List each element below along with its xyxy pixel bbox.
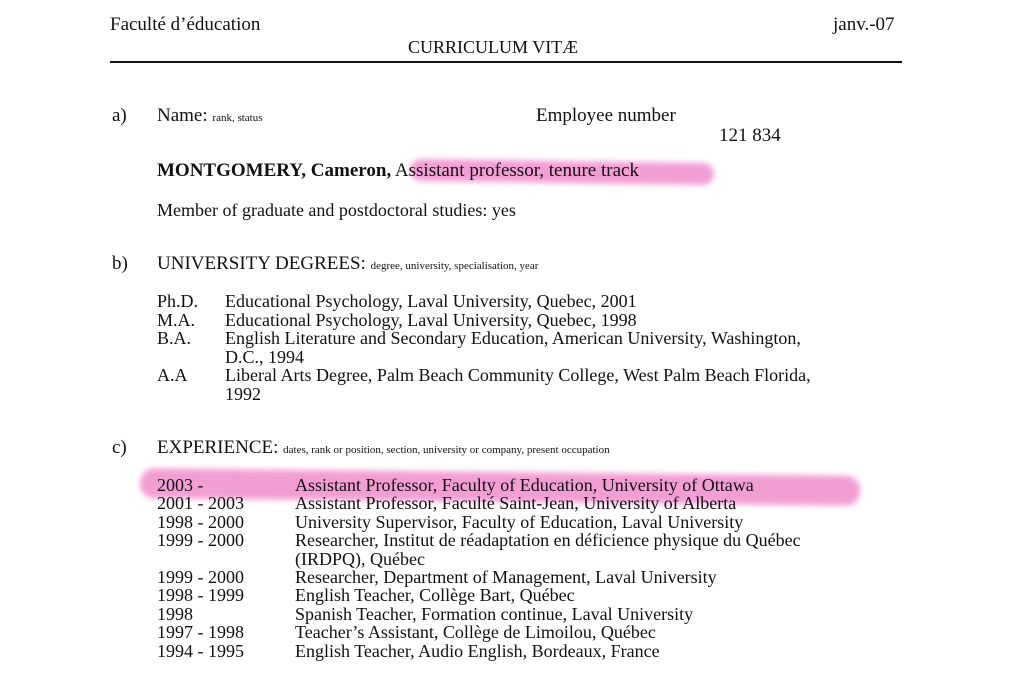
degrees-hint: degree, university, specialisation, year — [370, 260, 539, 272]
experience-dates: 1997 - 1998 — [157, 622, 244, 643]
degree-code: Ph.D. — [157, 291, 199, 311]
experience-dates: 1999 - 2000 — [157, 567, 244, 587]
experience-text: Spanish Teacher, Formation continue, Laval University — [295, 603, 694, 624]
experience-dates: 1998 - 2000 — [157, 511, 244, 532]
degree-text: English Literature and Secondary Education, American University, Washington, — [225, 328, 801, 348]
experience-dates: 1998 - 1999 — [157, 585, 244, 606]
experience-text: University Supervisor, Faculty of Education, Laval University — [295, 511, 744, 532]
degrees-heading — [157, 253, 538, 275]
name-label-text: Name: — [157, 105, 208, 126]
experience-dates: 2001 - 2003 — [157, 493, 244, 514]
degree-text-continued: D.C., 1994 — [225, 346, 305, 367]
experience-heading — [157, 437, 610, 459]
section-a-letter: a) — [112, 105, 127, 126]
degree-code: M.A. — [157, 309, 196, 330]
experience-text: Researcher, Institut de réadaptation en déficience physique du Québec — [295, 530, 801, 551]
experience-text: Researcher, Department of Management, Laval University — [295, 567, 717, 587]
degree-text: Educational Psychology, Laval University, Quebec, 2001 — [225, 291, 637, 311]
experience-title: EXPERIENCE: — [157, 437, 279, 458]
degree-code: A.A — [157, 365, 188, 385]
name-hint: rank, status — [212, 112, 263, 124]
degree-text: Educational Psychology, Laval University, Quebec, 1998 — [225, 309, 637, 330]
header-date: janv.-07 — [833, 14, 895, 35]
employee-number: 121 834 — [719, 125, 781, 146]
experience-text: English Teacher, Audio English, Bordeaux, France — [295, 640, 660, 661]
header-rule — [110, 61, 902, 63]
person-name: MONTGOMERY, Cameron, — [157, 160, 392, 181]
experience-dates: 1994 - 1995 — [157, 640, 244, 661]
experience-hint: dates, rank or position, section, university or company, present occupation — [283, 444, 610, 456]
experience-dates: 1999 - 2000 — [157, 530, 244, 551]
experience-dates: 1998 — [157, 603, 193, 624]
page-title: CURRICULUM VITÆ — [408, 37, 579, 57]
degree-text: Liberal Arts Degree, Palm Beach Community College, West Palm Beach Florida, — [225, 365, 811, 385]
degree-text-continued: 1992 — [225, 383, 261, 404]
section-c-letter: c) — [112, 437, 127, 458]
degrees-title: UNIVERSITY DEGREES: — [157, 253, 366, 274]
experience-text: Assistant Professor, Faculté Saint-Jean, University of Alberta — [295, 493, 737, 514]
name-label — [157, 105, 263, 127]
employee-number-label: Employee number — [536, 105, 676, 126]
experience-text-continued: (IRDPQ), Québec — [295, 548, 425, 569]
name-rank-line — [157, 160, 639, 182]
section-b-letter: b) — [112, 253, 128, 274]
experience-text: Assistant Professor, Faculty of Education, University of Ottawa — [295, 475, 754, 495]
degree-code: B.A. — [157, 328, 192, 348]
experience-text: English Teacher, Collège Bart, Québec — [295, 585, 575, 606]
experience-text: Teacher’s Assistant, Collège de Limoilou, Québec — [295, 622, 656, 643]
rank-status: Assistant professor, tenure track — [394, 160, 639, 181]
graduate-member: Member of graduate and postdoctoral studies: yes — [157, 200, 516, 220]
header-faculty: Faculté d’éducation — [110, 14, 261, 35]
experience-dates: 2003 - — [157, 475, 204, 495]
